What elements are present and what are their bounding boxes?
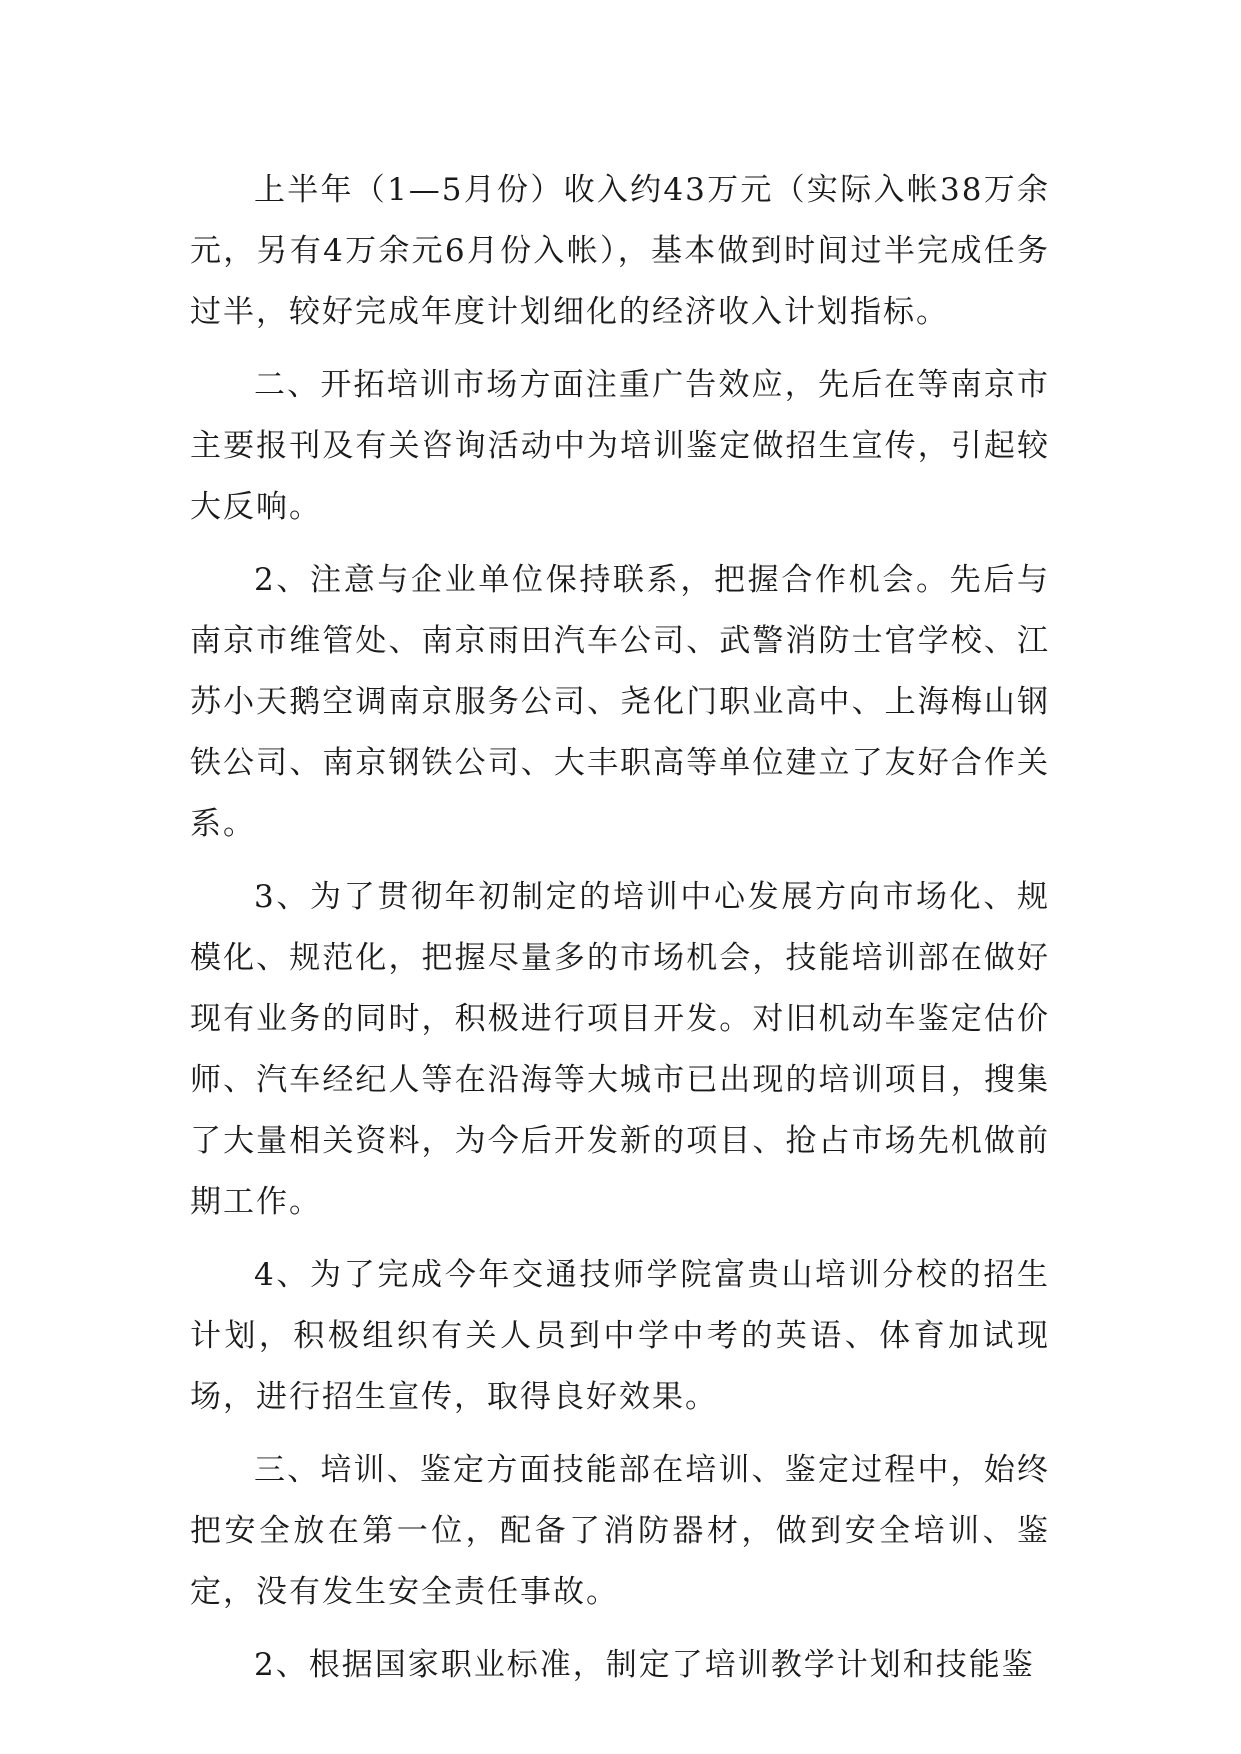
paragraph-enrollment-plan: 4、为了完成今年交通技师学院富贵山培训分校的招生计划，积极组织有关人员到中学中考的英语、体育加试现场，进行招生宣传，取得良好效果。 xyxy=(190,1257,1050,1415)
paragraph-teaching-plan: 2、根据国家职业标准，制定了培训教学计划和技能鉴 xyxy=(254,1647,1035,1683)
paragraph-income: 上半年（1—5月份）收入约43万元（实际入帐38万余元，另有4万余元6月份入帐），基本做到时间过半完成任务过半，较好完成年度计划细化的经济收入计划指标。 xyxy=(190,172,1050,330)
document-body xyxy=(190,160,1050,1708)
paragraph-project-development: 3、为了贯彻年初制定的培训中心发展方向市场化、规模化、规范化，把握尽量多的市场机会，技能培训部在做好现有业务的同时，积极进行项目开发。对旧机动车鉴定估价师、汽车经纪人等在沿海等大城市已出现的培训项目，搜集了大量相关资料，为今后开发新的项目、抢占市场先机做前期工作。 xyxy=(190,879,1050,1220)
paragraph-training-safety: 三、培训、鉴定方面技能部在培训、鉴定过程中，始终把安全放在第一位，配备了消防器材，做到安全培训、鉴定，没有发生安全责任事故。 xyxy=(190,1452,1050,1610)
paragraph-enterprise-cooperation: 2、注意与企业单位保持联系，把握合作机会。先后与南京市维管处、南京雨田汽车公司、武警消防士官学校、江苏小天鹅空调南京服务公司、尧化门职业高中、上海梅山钢铁公司、南京钢铁公司、大丰职高等单位建立了友好合作关系。 xyxy=(190,562,1050,842)
paragraph-market-advertising: 二、开拓培训市场方面注重广告效应，先后在等南京市主要报刊及有关咨询活动中为培训鉴定做招生宣传，引起较大反响。 xyxy=(190,367,1050,525)
